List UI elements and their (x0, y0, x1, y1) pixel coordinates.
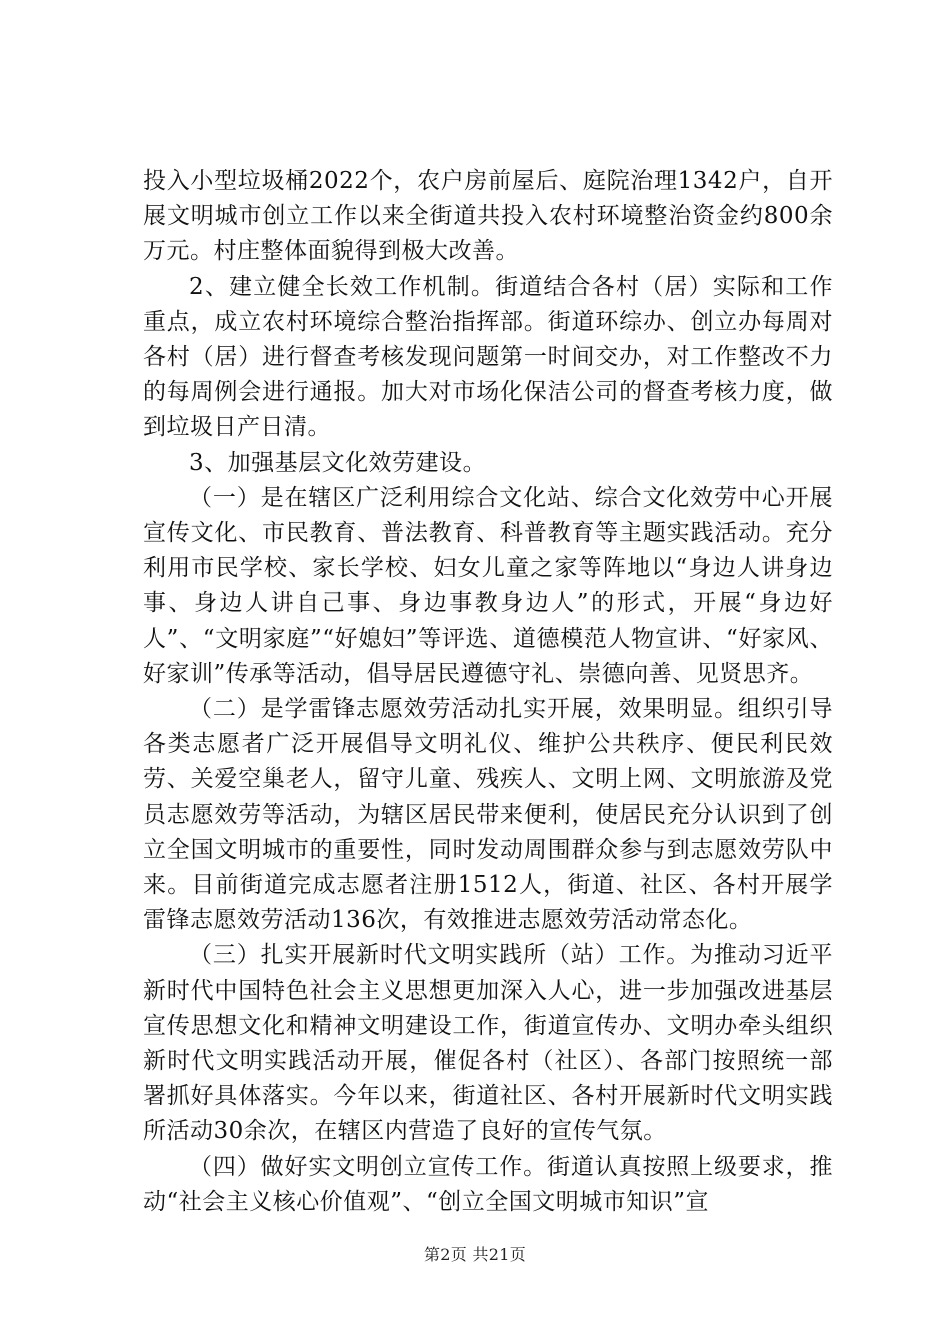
paragraph-5: （二）是学雷锋志愿效劳活动扎实开展，效果明显。组织引导各类志愿者广泛开展倡导文明礼仪、维护公共秩序、便民利民效劳、关爱空巢老人，留守儿童、残疾人、文明上网、文明旅游及党员志愿效劳等活动，为辖区居民带来便利，使居民充分认识到了创立全国文明城市的重要性，同时发动周围群众参与到志愿效劳队中来。目前街道完成志愿者注册1512人，街道、社区、各村开展学雷锋志愿效劳活动136次，有效推进志愿效劳活动常态化。 (143, 696, 833, 934)
document-body (143, 164, 833, 1220)
paragraph-4: （一）是在辖区广泛利用综合文化站、综合文化效劳中心开展宣传文化、市民教育、普法教育、科普教育等主题实践活动。充分利用市民学校、家长学校、妇女儿童之家等阵地以“身边人讲身边事、身边人讲自己事、身边事教身边人”的形式，开展“身边好人”、“文明家庭”“好媳妇”等评选、道德模范人物宣讲、“好家风、好家训”传承等活动，倡导居民遵德守礼、崇德向善、见贤思齐。 (143, 484, 833, 687)
paragraph-6: （三）扎实开展新时代文明实践所（站）工作。为推动习近平新时代中国特色社会主义思想更加深入人心，进一步加强改进基层宣传思想文化和精神文明建设工作，街道宣传办、文明办牵头组织新时代文明实践活动开展，催促各村（社区）、各部门按照统一部署抓好具体落实。今年以来，街道社区、各村开展新时代文明实践所活动30余次，在辖区内营造了良好的宣传气氛。 (143, 942, 833, 1145)
paragraph-7: （四）做好实文明创立宣传工作。街道认真按照上级要求，推动“社会主义核心价值观”、“创立全国文明城市知识”宣 (143, 1153, 833, 1215)
paragraph-1: 投入小型垃圾桶2022个，农户房前屋后、庭院治理1342户，自开展文明城市创立工作以来全街道共投入农村环境整治资金约800余万元。村庄整体面貌得到极大改善。 (143, 168, 833, 265)
paragraph-3: 3、加强基层文化效劳建设。 (189, 449, 487, 476)
paragraph-2: 2、建立健全长效工作机制。街道结合各村（居）实际和工作重点，成立农村环境综合整治指挥部。街道环综办、创立办每周对各村（居）进行督查考核发现问题第一时间交办，对工作整改不力的每周例会进行通报。加大对市场化保洁公司的督查考核力度，做到垃圾日产日清。 (143, 273, 833, 441)
page-footer: 第2页 共21页 (423, 1245, 527, 1264)
